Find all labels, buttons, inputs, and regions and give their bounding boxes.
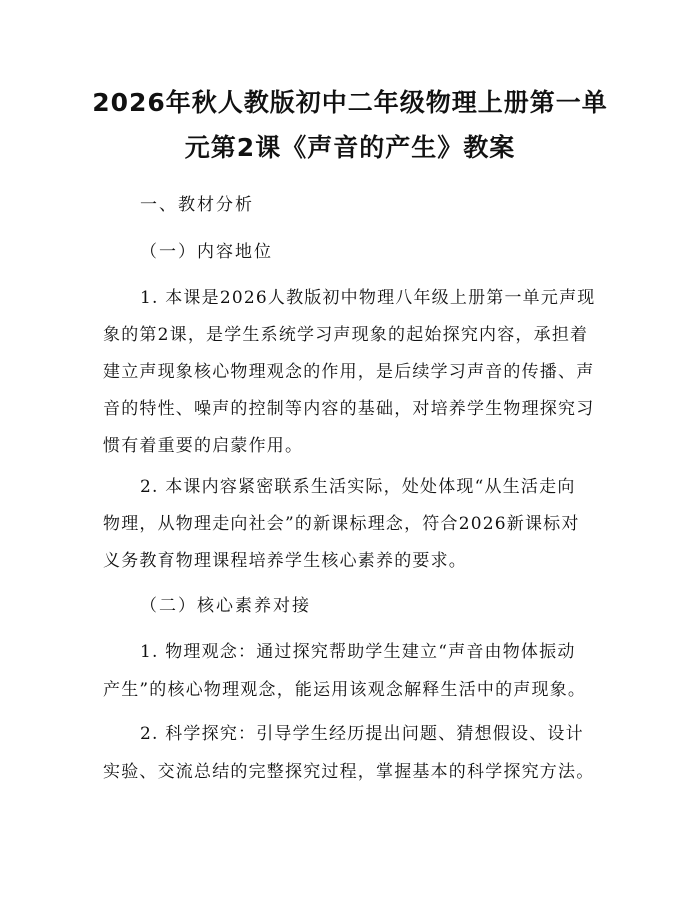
paragraph-1-line-5: 惯有着重要的启蒙作用。 bbox=[103, 436, 304, 456]
subsection-heading-core-literacy: （二）核心素养对接 bbox=[140, 596, 311, 616]
paragraph-3-line-2: 产生”的核心物理观念，能运用该观念解释生活中的声现象。 bbox=[103, 680, 587, 700]
paragraph-2-line-2: 物理，从物理走向社会”的新课标理念，符合2026新课标对 bbox=[103, 514, 580, 534]
section-heading-textbook-analysis: 一、教材分析 bbox=[140, 195, 254, 215]
subsection-heading-content-position: （一）内容地位 bbox=[140, 242, 273, 262]
paragraph-3-line-1: 1. 物理观念：通过探究帮助学生建立“声音由物体振动 bbox=[140, 642, 576, 662]
document-title-line-1: 2026年秋人教版初中二年级物理上册第一单 bbox=[92, 88, 608, 117]
paragraph-2-line-3: 义务教育物理课程培养学生核心素养的要求。 bbox=[103, 551, 467, 571]
paragraph-1-line-1: 1. 本课是2026人教版初中物理八年级上册第一单元声现 bbox=[140, 288, 596, 308]
paragraph-4-line-2: 实验、交流总结的完整探究过程，掌握基本的科学探究方法。 bbox=[103, 762, 595, 782]
document-title-line-2: 元第2课《声音的产生》教案 bbox=[184, 133, 516, 162]
paragraph-1-line-3: 建立声现象核心物理观念的作用，是后续学习声音的传播、声 bbox=[103, 362, 595, 382]
paragraph-1-line-4: 音的特性、噪声的控制等内容的基础，对培养学生物理探究习 bbox=[103, 399, 595, 419]
paragraph-4-line-1: 2. 科学探究：引导学生经历提出问题、猜想假设、设计 bbox=[140, 724, 584, 744]
paragraph-2-line-1: 2. 本课内容紧密联系生活实际，处处体现“从生活走向 bbox=[140, 477, 576, 497]
paragraph-1-line-2: 象的第2课，是学生系统学习声现象的起始探究内容，承担着 bbox=[103, 325, 589, 345]
